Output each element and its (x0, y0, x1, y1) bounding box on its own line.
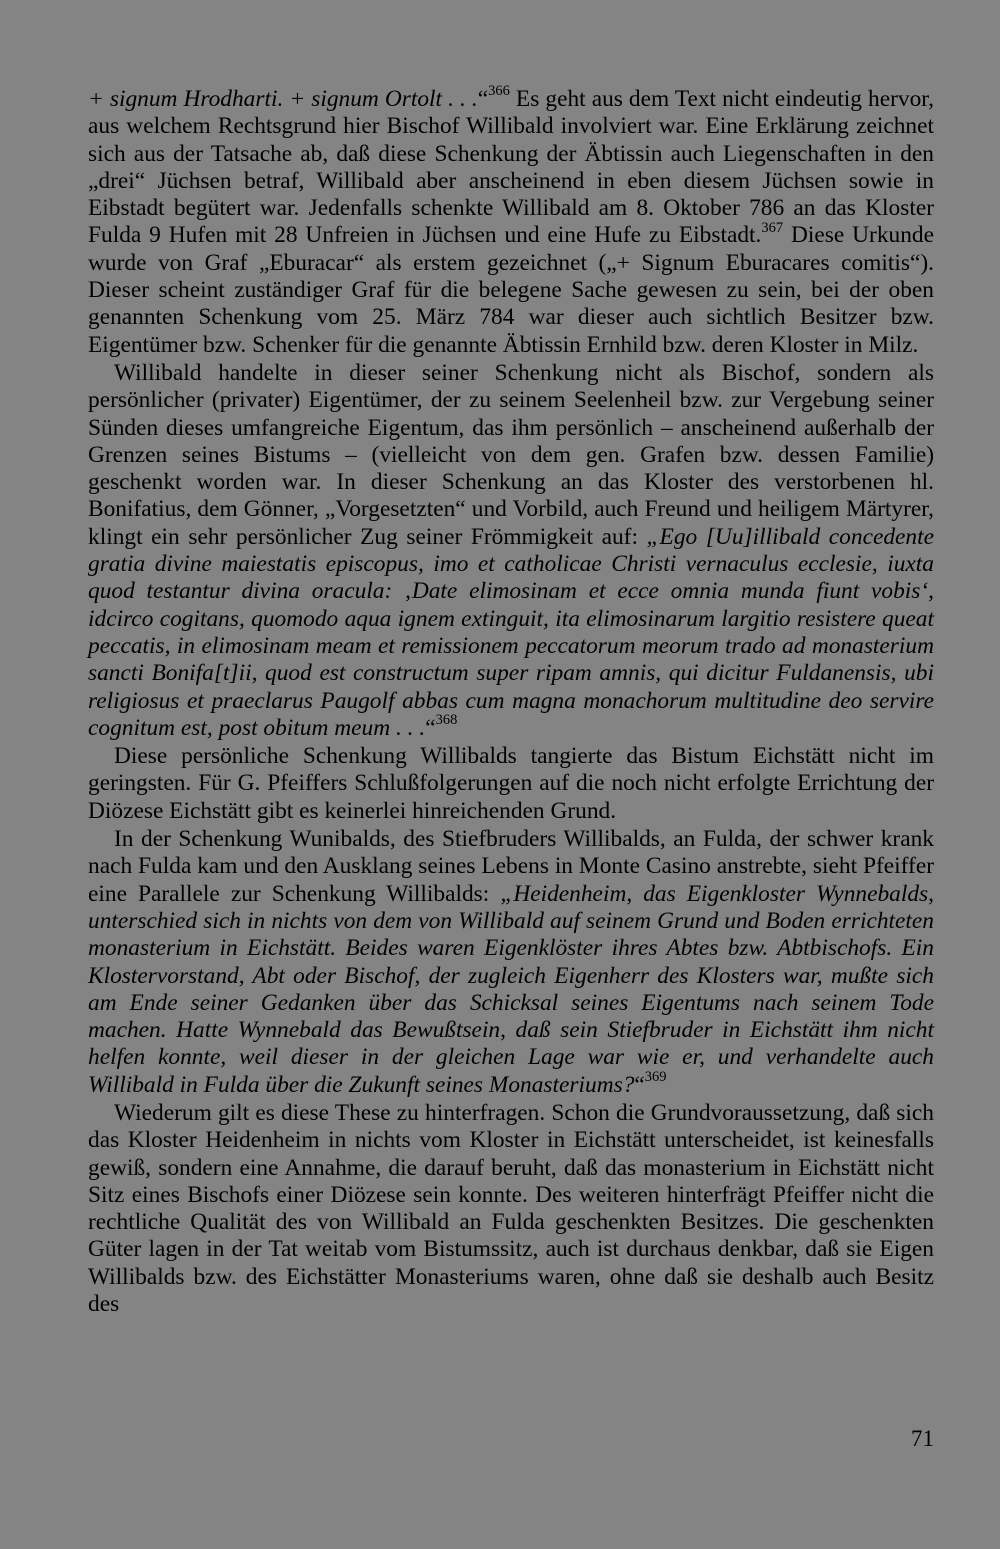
footnote-ref-367: 367 (761, 219, 784, 236)
text-run: In der Schenkung Wunibalds, des Stiefbruders Willibalds, an Fulda, der schwer krank nach Fulda kam und den Ausklang seines Lebens in Monte Casino anstrebte, sieht Pfeiffer eine Parallele zur Schenkung Willibalds: (88, 826, 934, 907)
latin-quote: „Ego [Uu]illibald concedente gratia divine maiestatis episcopus, imo et catholicae Christi vernaculus ecclesie, iuxta quod testantur divina oracula: ‚Date elimosinam et ecce omnia munda fiunt vobis‘, idcirco cogitans, quomodo aqua ignem extinguit, ita elimosinarum largitio resistere queat peccatis, in elimosinam meam et remissionem peccatorum meorum trado ad monasterium sancti Bonifa[t]ii, quod est constructum super ripam amnis, qui dicitur Fuldanensis, ubi religiosus et praeclarus Paugolf abbas cum magna monachorum multitudine deo servire cognitum est, post obitum meum . . . (88, 523, 934, 741)
text-run: “ (477, 86, 489, 112)
text-run: Diese persönliche Schenkung Willibalds tangierte das Bistum Eichstätt nicht im geringsten. Für G. Pfeiffers Schlußfolgerungen auf die noch nicht erfolgte Errichtung der Diözese Eichstätt gibt es keinerlei hinreichenden Grund. (88, 743, 934, 824)
text-run: Diese Urkunde wurde von Graf „Eburacar“ als erstem gezeichnet („+ Signum Eburacares comitis“). Dieser scheint zuständiger Graf für die belegene Sache gewesen zu sein, bei der oben genannten Schenkung vom 25. März 784 war dieser auch sichtlich Besitzer bzw. Eigentümer bzw. Schenker für die genannte Äbtissin Ernhild bzw. deren Kloster in Milz. (88, 222, 934, 358)
footnote-ref-368: 368 (435, 711, 458, 728)
paragraph-2 (88, 360, 934, 742)
paragraph-4 (88, 826, 934, 1099)
text-run: “ (634, 1071, 645, 1098)
paragraph-5 (88, 1100, 934, 1318)
paragraph-3 (88, 743, 934, 825)
text-run: “ (425, 714, 436, 741)
paragraph-1 (88, 83, 934, 359)
footnote-ref-366: 366 (488, 83, 510, 100)
text-run: Es geht aus dem Text nicht eindeutig hervor, aus welchem Rechtsgrund hier Bischof Willibald involviert war. Eine Erklärung zeichnet sich aus der Tatsache ab, daß diese Schenkung der Äbtissin auch Liegenschaften in den „drei“ Jüchsen betraf, Willibald aber anscheinend in eben diesem Jüchsen sowie in Eibstadt begütert war. Jedenfalls schenkte Willibald am 8. Oktober 786 an das Kloster Fulda 9 Hufen mit 28 Unfreien in Jüchsen und eine Hufe zu Eibstadt. (88, 86, 934, 249)
text-run: + signum Hrodharti. + signum Ortolt . . . (88, 86, 478, 112)
footnote-ref-369: 369 (644, 1068, 667, 1085)
text-run: Willibald handelte in dieser seiner Schenkung nicht als Bischof, sondern als persönlicher (privater) Eigentümer, der zu seinem Seelenheil bzw. zur Vergebung seiner Sünden dieses umfangreiche Eigentum, das ihm persönlich – anscheinend außerhalb der Grenzen seines Bistums – (vielleicht von dem gen. Grafen bzw. dessen Familie) geschenkt worden war. In dieser Schenkung an das Kloster des verstorbenen hl. Bonifatius, dem Gönner, „Vorgesetzten“ und Vorbild, auch Freund und heiligem Märtyrer, klingt ein sehr persönlicher Zug seiner Frömmigkeit auf: (88, 359, 934, 550)
pfeiffer-quote: „Heidenheim, das Eigenkloster Wynnebalds, unterschied sich in nichts von dem von Willibald auf seinem Grund und Boden errichteten monasterium in Eichstätt. Beides waren Eigenklöster ihres Abtes bzw. Abtbischofs. Ein Klostervorstand, Abt oder Bischof, der zugleich Eigenherr des Klosters war, mußte sich am Ende seiner Gedanken über das Schicksal seines Eigentums nach seinem Tode machen. Hatte Wynnebald das Bewußtsein, daß sein Stiefbruder in Eichstätt ihm nicht helfen konnte, weil dieser in der gleichen Lage war wie er, und verhandelte auch Willibald in Fulda über die Zukunft seines Monasteriums? (88, 880, 934, 1098)
page-number: 71 (911, 1426, 934, 1451)
body-text (88, 83, 934, 1318)
text-run: Wiederum gilt es diese These zu hinterfragen. Schon die Grundvoraussetzung, daß sich das Kloster Heidenheim in nichts vom Kloster in Eichstätt unterscheidet, ist keinesfalls gewiß, sondern eine Annahme, die darauf beruht, daß das monasterium in Eichstätt nicht Sitz eines Bischofs einer Diözese sein konnte. Des weiteren hinterfrägt Pfeiffer nicht die rechtliche Qualität des von Willibald an Fulda geschenkten Besitzes. Die geschenkten Güter lagen in der Tat weitab vom Bistumssitz, auch ist durchaus denkbar, daß sie Eigen Willibalds bzw. des Eichstätter Monasteriums waren, ohne daß sie deshalb auch Besitz des (88, 1099, 934, 1318)
